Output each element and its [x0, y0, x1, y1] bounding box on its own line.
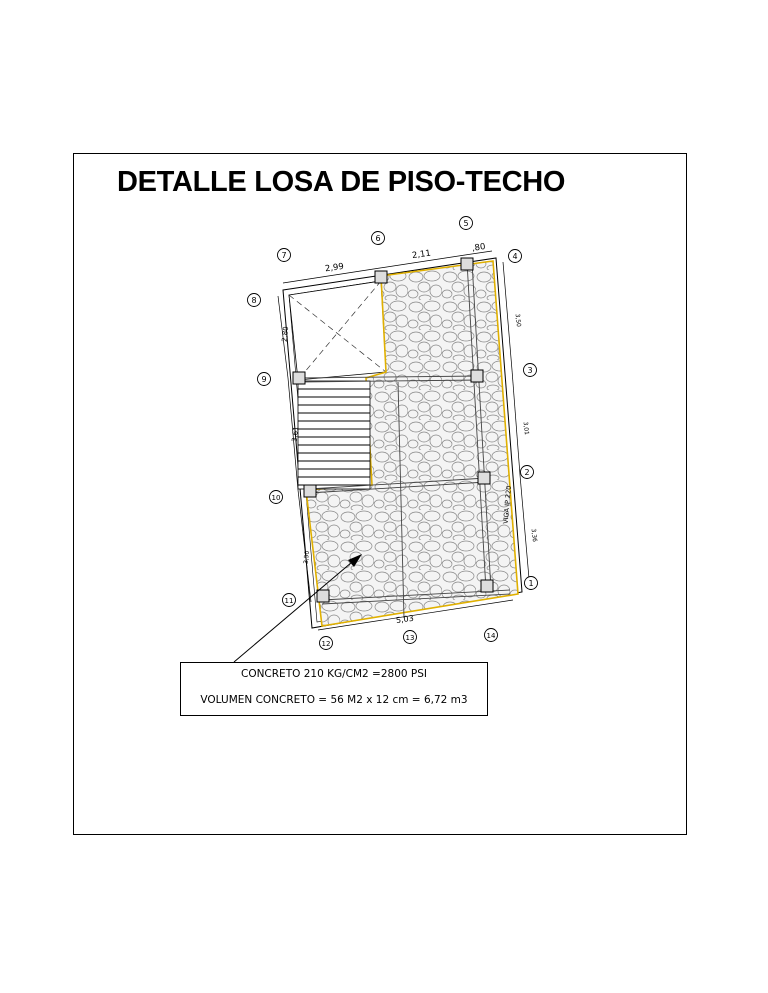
axis-label: 7 [281, 251, 287, 260]
opening-void [289, 281, 386, 380]
axis-label: 6 [375, 234, 381, 243]
dim-top-mid: 2,11 [411, 248, 432, 262]
axis-label: 2 [524, 468, 530, 477]
dim-bottom: 5,03 [395, 613, 415, 626]
concrete-note [180, 662, 488, 716]
axis-label: 9 [261, 375, 267, 384]
drawing-title: DETALLE LOSA DE PISO-TECHO [117, 166, 566, 198]
dim-top-right: ,80 [471, 242, 487, 254]
axis-bubble-7 [278, 249, 291, 262]
axis-bubble-2 [521, 466, 534, 479]
axis-label: 13 [405, 634, 415, 642]
axis-bubble-14 [485, 629, 498, 642]
dim-left-top: 2,80 [280, 326, 291, 343]
axis-bubble-3 [524, 364, 537, 377]
axis-label: 4 [512, 252, 518, 261]
beam-label: VIGA IP 220 [501, 485, 513, 525]
dim-left-stair: 3,61 [290, 426, 301, 443]
dim-right-low: 3,36 [529, 528, 539, 543]
stair-treads [298, 381, 370, 489]
dim-top-left: 2,99 [324, 261, 345, 275]
axis-bubble-4 [509, 250, 522, 263]
axis-bubble-10 [270, 491, 283, 504]
axis-bubble-5 [460, 217, 473, 230]
axis-label: 1 [528, 579, 534, 588]
axis-label: 10 [271, 494, 281, 502]
axis-bubble-8 [248, 294, 261, 307]
axis-bubble-9 [258, 373, 271, 386]
dim-right-mid: 3,01 [521, 421, 530, 436]
dim-left-low: 3,50 [302, 550, 311, 565]
axis-label: 8 [251, 296, 257, 305]
axis-label: 3 [527, 366, 533, 375]
axis-label: 12 [321, 640, 331, 648]
axis-bubble-6 [372, 232, 385, 245]
axis-label: 5 [463, 219, 469, 228]
concrete-volume: VOLUMEN CONCRETO = 56 M2 x 12 cm = 6,72 m3 [200, 694, 468, 706]
axis-bubble-1 [525, 577, 538, 590]
axis-label: 14 [486, 632, 496, 640]
concrete-strength: CONCRETO 210 KG/CM2 =2800 PSI [240, 668, 428, 680]
axis-label: 11 [284, 597, 294, 605]
dim-right-top: 3,50 [513, 313, 522, 328]
axis-bubble-11 [283, 594, 296, 607]
axis-bubble-13 [404, 631, 417, 644]
axis-bubble-12 [320, 637, 333, 650]
